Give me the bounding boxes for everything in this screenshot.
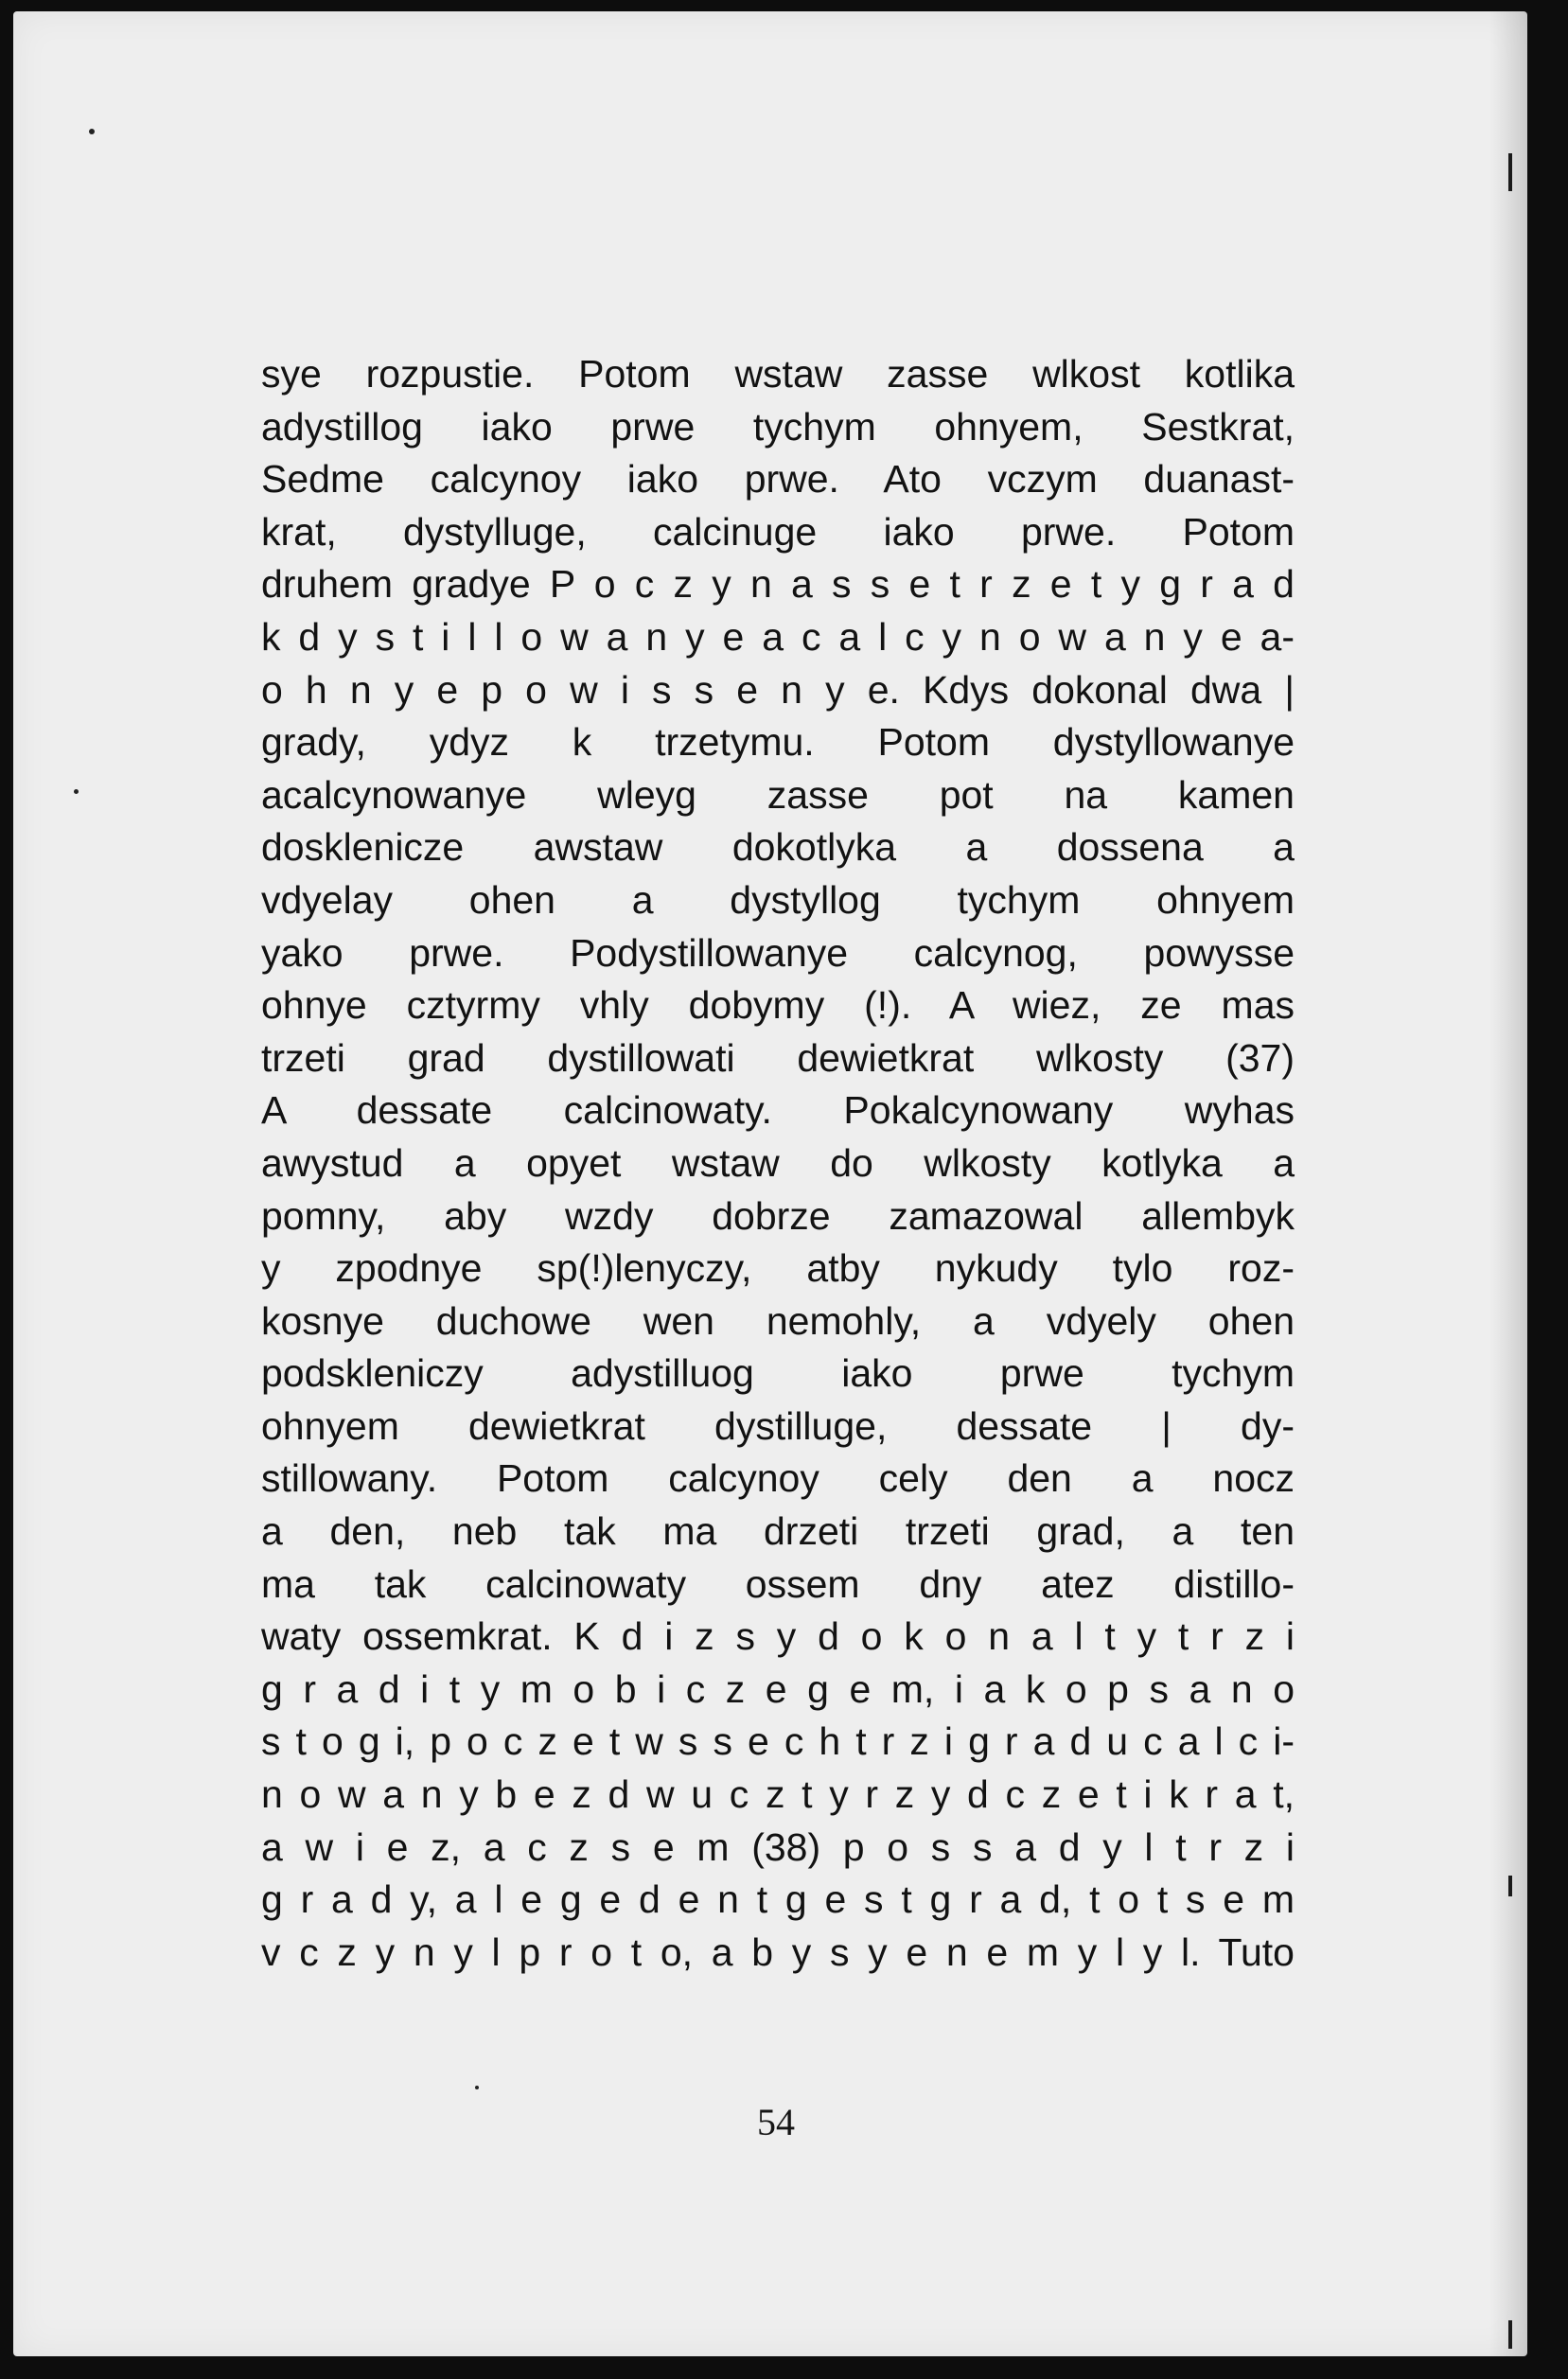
text-line: ma tak calcinowaty ossem dny atez distillo- [261, 1561, 1295, 1606]
page-edge-mark [1508, 2320, 1512, 2349]
text-line: sye rozpustie. Potom wstaw zasse wlkost kotlika [261, 352, 1295, 396]
text-line: yako prwe. Podystillowanye calcynog, powysse [261, 930, 1295, 975]
text-line: s t o g i, p o c z e t w s s e c h t r z i g r a d u c a l c i- [261, 1719, 1295, 1764]
page-edge-shadow [1489, 11, 1527, 2356]
text-line: trzeti grad dystillowati dewietkrat wlkosty (37) [261, 1035, 1295, 1080]
page-edge-mark [1508, 153, 1512, 191]
page-number: 54 [757, 2101, 795, 2143]
ink-speck [74, 789, 79, 794]
text-line: acalcynowanye wleyg zasse pot na kamen [261, 772, 1295, 817]
text-line: A dessate calcinowaty. Pokalcynowany wyhas [261, 1088, 1295, 1133]
text-line: krat, dystylluge, calcinuge iako prwe. Potom [261, 509, 1295, 554]
text-line: adystillog iako prwe tychym ohnyem, Sestkrat, [261, 404, 1295, 449]
book-page [13, 11, 1527, 2356]
text-line: k d y s t i l l o w a n y e a c a l c y n o w a n y e a- [261, 614, 1295, 659]
text-line: dosklenicze awstaw dokotlyka a dossena a [261, 825, 1295, 870]
text-line: o h n y e p o w i s s e n y e. Kdys dokonal dwa | [261, 667, 1295, 712]
text-line: waty ossemkrat. K d i z s y d o k o n a l t y t r z i [261, 1614, 1295, 1659]
text-line: g r a d i t y m o b i c z e g e m, i a k o p s a n o [261, 1666, 1295, 1711]
text-line: vdyelay ohen a dystyllog tychym ohnyem [261, 877, 1295, 922]
text-line: kosnye duchowe wen nemohly, a vdyely ohen [261, 1298, 1295, 1343]
ink-speck [475, 2086, 479, 2089]
ink-speck [89, 129, 95, 134]
text-line: ohnyem dewietkrat dystilluge, dessate | dy- [261, 1403, 1295, 1448]
text-line: a den, neb tak ma drzeti trzeti grad, a ten [261, 1509, 1295, 1554]
text-line: pomny, aby wzdy dobrze zamazowal allembyk [261, 1193, 1295, 1238]
text-line: a w i e z, a c z s e m (38) p o s s a d y l t r z i [261, 1824, 1295, 1869]
text-line: y zpodnye sp(!)lenyczy, atby nykudy tylo roz- [261, 1246, 1295, 1291]
text-line: n o w a n y b e z d w u c z t y r z y d c z e t i k r a t, [261, 1772, 1295, 1817]
text-line: druhem gradye P o c z y n a s s e t r z e t y g r a d [261, 562, 1295, 607]
text-line: grady, ydyz k trzetymu. Potom dystyllowanye [261, 720, 1295, 765]
text-line: Sedme calcynoy iako prwe. Ato vczym duanast- [261, 457, 1295, 502]
body-text [261, 348, 1295, 1979]
page-edge-mark [1508, 1876, 1512, 1896]
text-line: stillowany. Potom calcynoy cely den a nocz [261, 1456, 1295, 1501]
text-line: v c z y n y l p r o t o, a b y s y e n e m y l y l. Tuto [261, 1930, 1295, 1974]
text-line: awystud a opyet wstaw do wlkosty kotlyka a [261, 1140, 1295, 1185]
text-line: podskleniczy adystilluog iako prwe tychym [261, 1351, 1295, 1396]
text-line: ohnye cztyrmy vhly dobymy (!). A wiez, ze mas [261, 983, 1295, 1028]
text-line: g r a d y, a l e g e d e n t g e s t g r a d, t o t s e m [261, 1877, 1295, 1922]
